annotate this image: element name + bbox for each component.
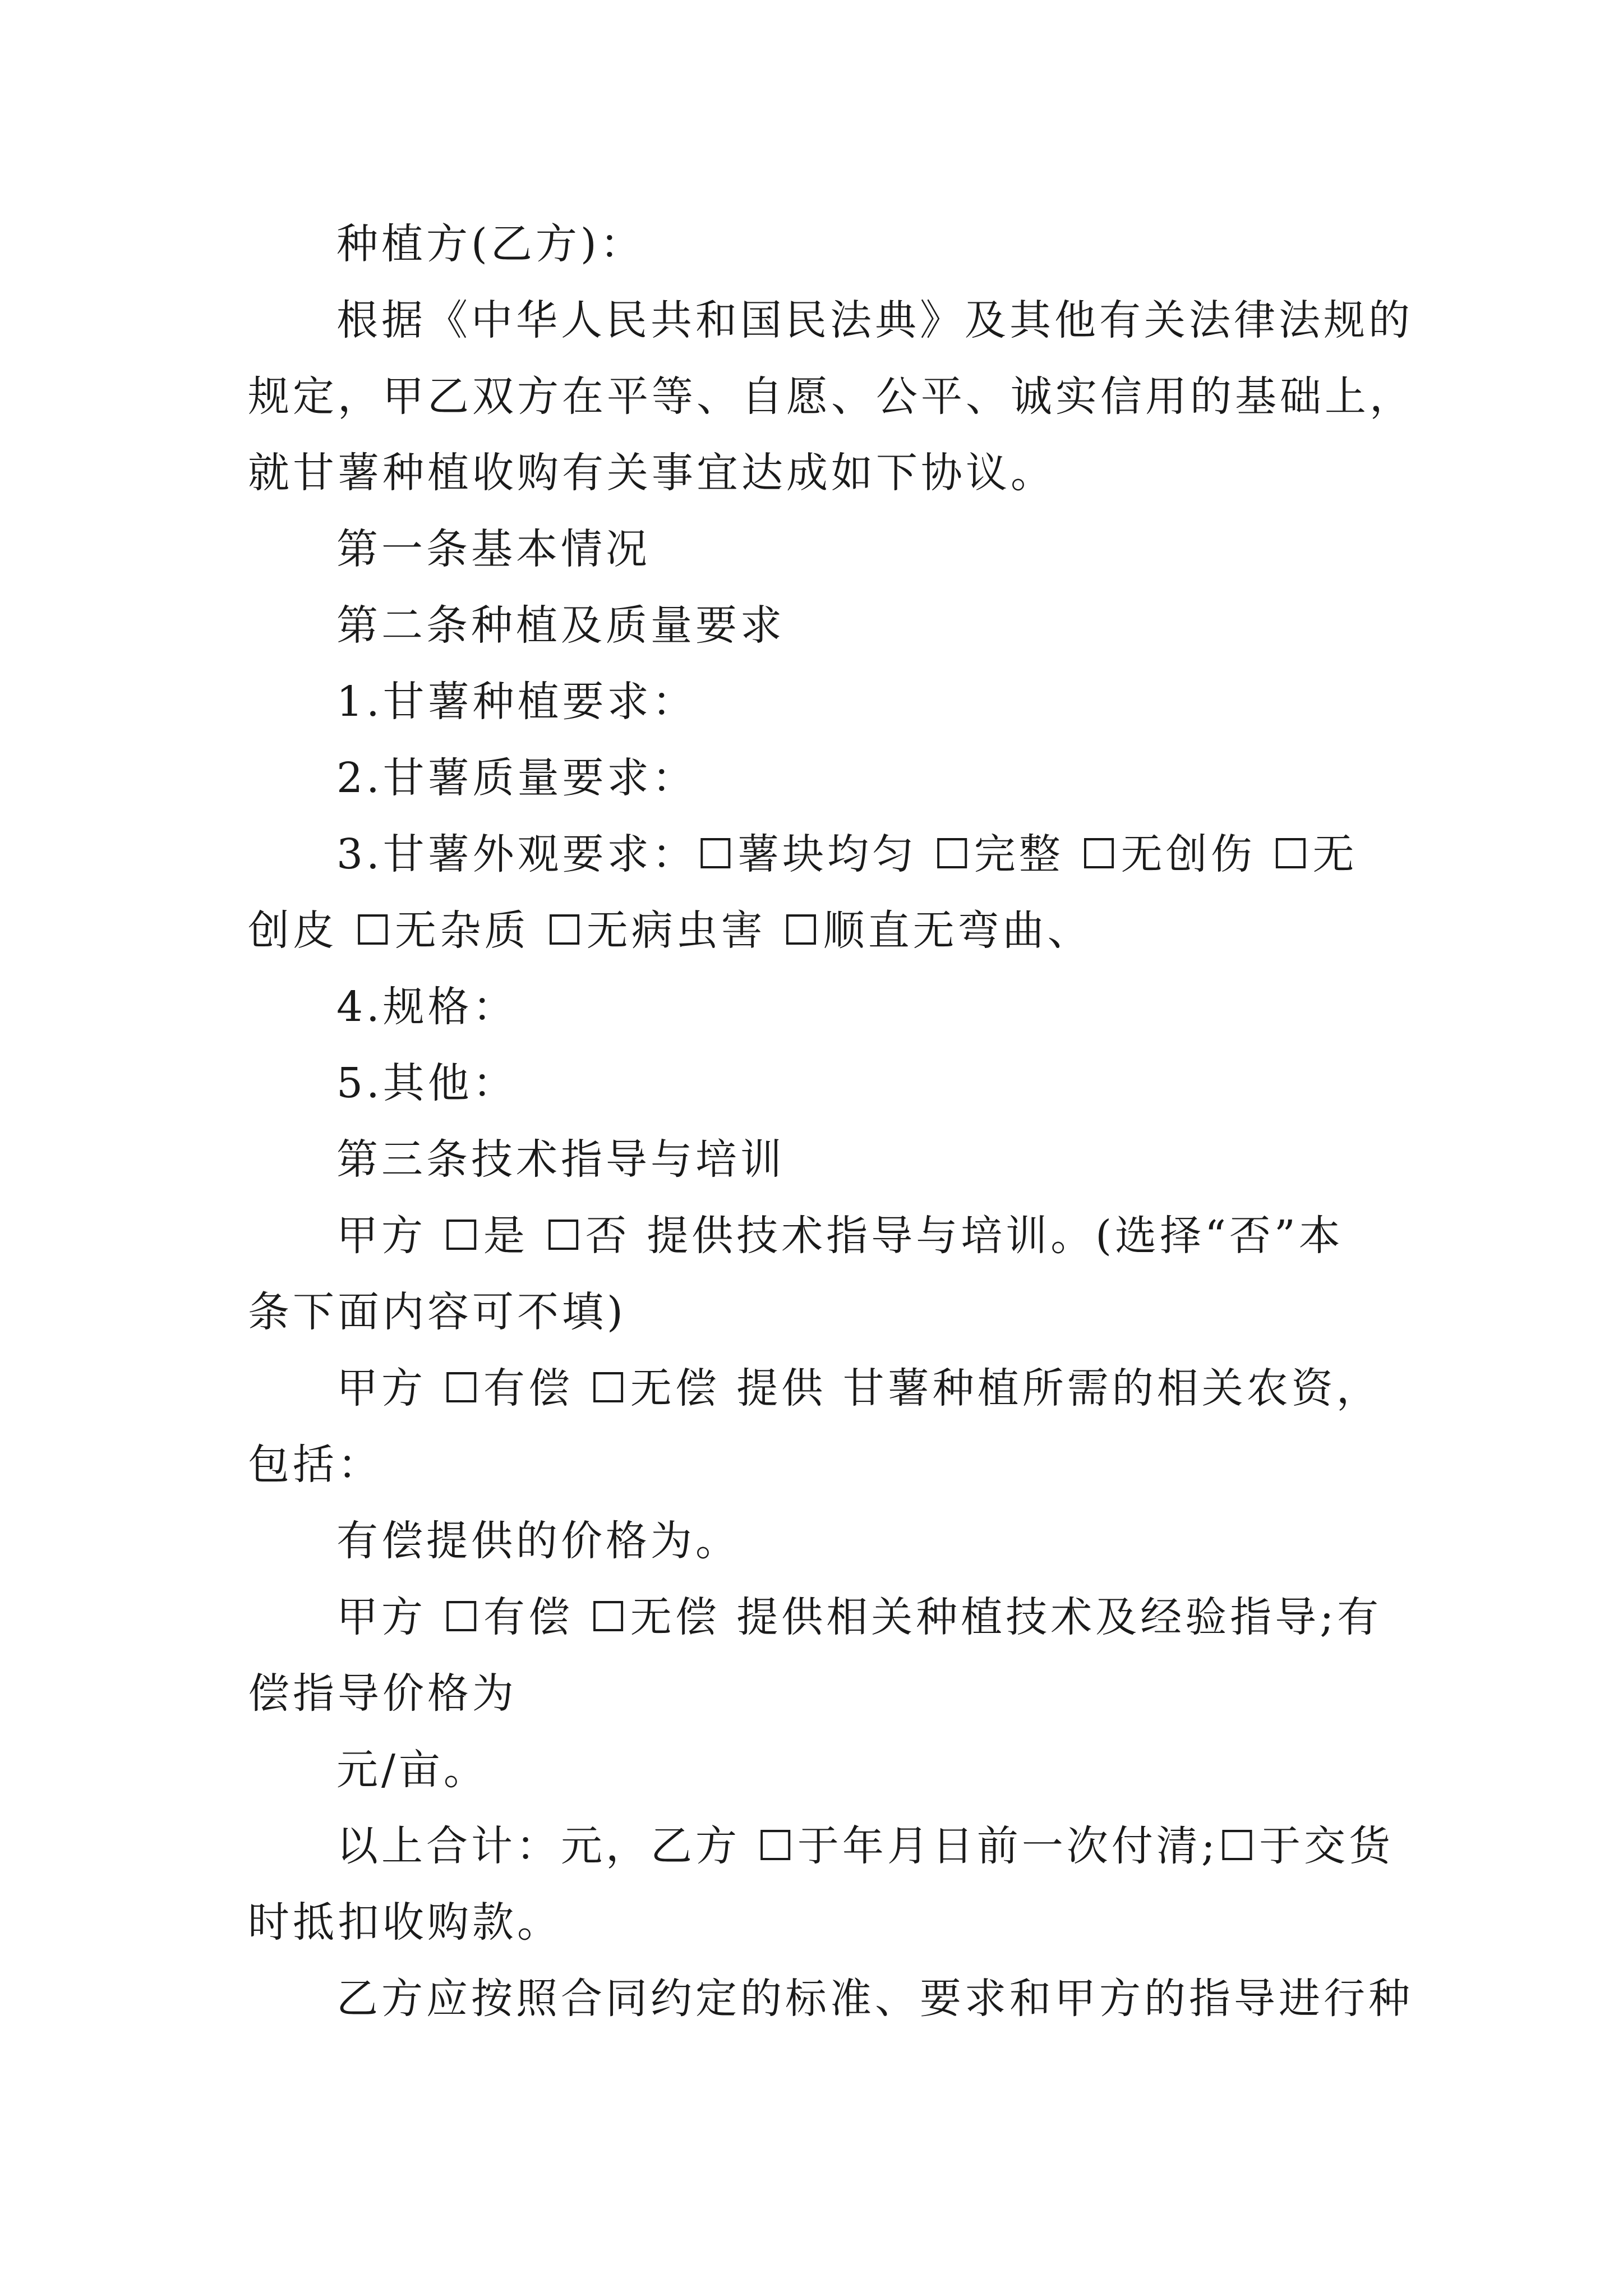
article-heading: 第三条技术指导与培训 [336, 1135, 785, 1184]
guidance-fee-choice: 甲方 ☐有偿 ☐无偿 提供相关种植技术及经验指导;有 [336, 1593, 1382, 1641]
unit-price: 元/亩。 [336, 1746, 488, 1794]
obligation-line: 乙方应按照合同约定的标准、要求和甲方的指导进行种 [336, 1975, 1413, 2023]
article-heading: 第一条基本情况 [336, 525, 651, 573]
payment-choice: 时抵扣收购款。 [248, 1898, 562, 1947]
payment-choice: 以上合计：元，乙方 ☐于年月日前一次付清;☐于交货 [336, 1822, 1394, 1870]
requirement-item: 2.甘薯质量要求： [336, 754, 697, 802]
preamble-line: 根据《中华人民共和国民法典》及其他有关法律法规的 [336, 296, 1413, 344]
requirement-item: 4.规格： [336, 983, 518, 1031]
paid-price: 有偿提供的价格为。 [336, 1517, 740, 1565]
preamble-line: 规定，甲乙双方在平等、自愿、公平、诚实信用的基础上， [248, 372, 1414, 421]
article-heading: 第二条种植及质量要求 [336, 601, 785, 650]
appearance-requirement: 创皮 ☐无杂质 ☐无病虫害 ☐顺直无弯曲、 [248, 907, 1092, 955]
supplies-choice: 包括： [248, 1441, 382, 1489]
guidance-choice: 甲方 ☐是 ☐否 提供技术指导与培训。(选择“否”本 [336, 1212, 1344, 1260]
preamble-line: 就甘薯种植收购有关事宜达成如下协议。 [248, 449, 1055, 497]
requirement-item: 5.其他： [336, 1059, 518, 1107]
appearance-requirement: 3.甘薯外观要求：☐薯块均匀 ☐完整 ☐无创伤 ☐无 [336, 830, 1358, 878]
party-b-label: 种植方(乙方)： [336, 220, 645, 268]
requirement-item: 1.甘薯种植要求： [336, 678, 697, 726]
guidance-fee-choice: 偿指导价格为 [248, 1669, 517, 1718]
guidance-choice: 条下面内容可不填) [248, 1288, 626, 1336]
supplies-choice: 甲方 ☐有偿 ☐无偿 提供 甘薯种植所需的相关农资， [336, 1364, 1381, 1412]
